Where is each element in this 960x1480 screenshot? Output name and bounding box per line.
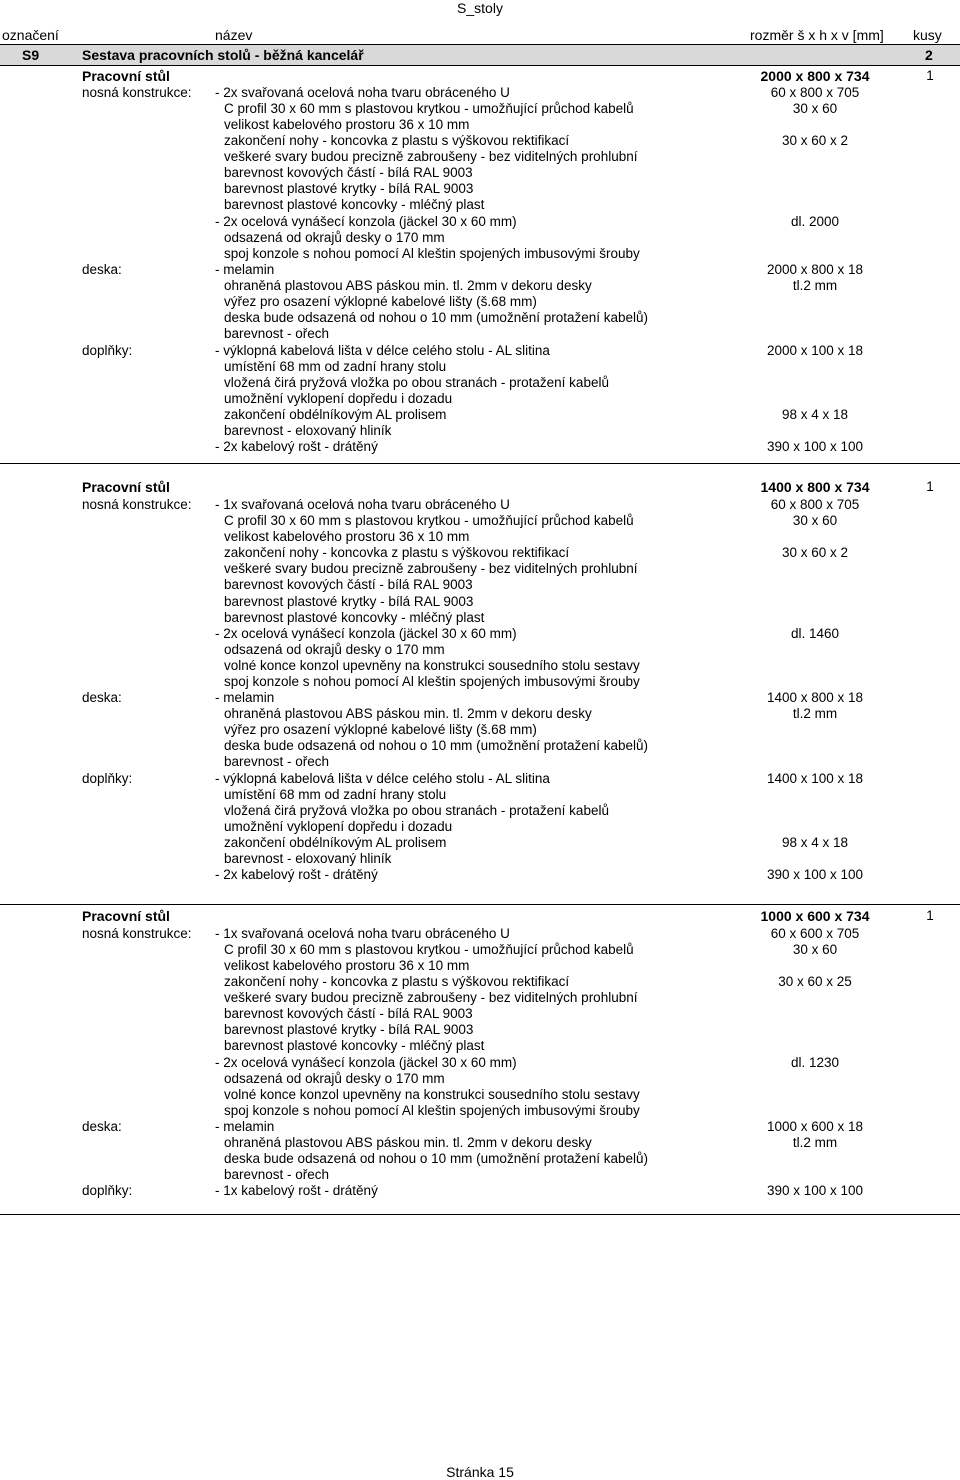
dimension-value: 98 x 4 x 18	[781, 407, 849, 422]
dimension-value: tl.2 mm	[792, 278, 838, 293]
section-label: doplňky:	[82, 771, 133, 786]
spec-text: výřez pro osazení výklopné kabelové lišty (š.68 mm)	[224, 722, 537, 737]
spec-text: barevnost kovových částí - bílá RAL 9003	[224, 165, 473, 180]
spec-text: barevnost - ořech	[224, 754, 330, 769]
spec-text: barevnost plastové koncovky - mléčný plast	[224, 197, 485, 212]
spec-text: C profil 30 x 60 mm s plastovou krytkou - umožňující průchod kabelů	[224, 942, 634, 957]
sheet-title: S_stoly	[457, 0, 503, 16]
dimension-value: dl. 1230	[790, 1055, 840, 1070]
section-label: nosná konstrukce:	[82, 926, 192, 941]
section-label: deska:	[82, 690, 122, 705]
spec-text: deska bude odsazená od nohou o 10 mm (umožnění protažení kabelů)	[224, 738, 649, 753]
spec-text: - 1x svařovaná ocelová noha tvaru obráceného U	[215, 926, 510, 941]
spec-text: spoj konzole s nohou pomocí Al kleštin spojených imbusovými šrouby	[224, 674, 640, 689]
spec-text: - výklopná kabelová lišta v délce celého stolu - AL slitina	[215, 771, 550, 786]
spec-text: deska bude odsazená od nohou o 10 mm (umožnění protažení kabelů)	[224, 310, 649, 325]
spec-text: velikost kabelového prostoru 36 x 10 mm	[224, 529, 470, 544]
spec-text: barevnost plastové krytky - bílá RAL 9003	[224, 1022, 474, 1037]
set-code: S9	[22, 47, 40, 63]
dimension-value: 30 x 60	[792, 942, 838, 957]
set-band	[0, 45, 960, 66]
dimension-value: 60 x 600 x 705	[770, 926, 860, 941]
spec-text: odsazená od okrajů desky o 170 mm	[224, 230, 445, 245]
spec-text: barevnost plastové koncovky - mléčný plast	[224, 1038, 485, 1053]
dimension-value: 390 x 100 x 100	[766, 439, 864, 454]
spec-text: ohraněná plastovou ABS páskou min. tl. 2mm v dekoru desky	[224, 706, 592, 721]
spec-text: - 2x kabelový rošt - drátěný	[215, 867, 378, 882]
dimension-value: tl.2 mm	[792, 1135, 838, 1150]
spec-text: ohraněná plastovou ABS páskou min. tl. 2mm v dekoru desky	[224, 278, 592, 293]
set-name: Sestava pracovních stolů - běžná kancelář	[82, 47, 364, 63]
dimension-value: 1000 x 600 x 18	[766, 1119, 864, 1134]
dimension-value: 30 x 60	[792, 513, 838, 528]
spec-text: barevnost plastové krytky - bílá RAL 9003	[224, 594, 474, 609]
spec-text: - 2x kabelový rošt - drátěný	[215, 439, 378, 454]
section-divider	[0, 463, 960, 464]
section-label: doplňky:	[82, 343, 133, 358]
spec-text: - melamin	[215, 1119, 275, 1134]
section-label: deska:	[82, 262, 122, 277]
spec-text: zakončení nohy - koncovka z plastu s výškovou rektifikací	[224, 545, 570, 560]
spec-text: vložená čirá pryžová vložka po obou stranách - protažení kabelů	[224, 375, 609, 390]
spec-text: veškeré svary budou precizně zabroušeny - bez viditelných prohlubní	[224, 149, 638, 164]
quantity-value: 1	[926, 908, 934, 923]
dimension-value: 1400 x 800 x 18	[766, 690, 864, 705]
dimension-value: 2000 x 800 x 18	[766, 262, 864, 277]
dimension-value: 30 x 60 x 2	[781, 545, 849, 560]
spec-text: barevnost - ořech	[224, 1167, 330, 1182]
spec-text: velikost kabelového prostoru 36 x 10 mm	[224, 117, 470, 132]
section-label: nosná konstrukce:	[82, 85, 192, 100]
spec-text: ohraněná plastovou ABS páskou min. tl. 2mm v dekoru desky	[224, 1135, 592, 1150]
dimension-value: 1400 x 800 x 734	[760, 479, 870, 495]
set-qty: 2	[925, 47, 933, 63]
section-label: nosná konstrukce:	[82, 497, 192, 512]
dimension-value: 2000 x 800 x 734	[760, 68, 870, 84]
dimension-value: 1000 x 600 x 734	[760, 908, 870, 924]
dimension-value: 1400 x 100 x 18	[766, 771, 864, 786]
spec-text: velikost kabelového prostoru 36 x 10 mm	[224, 958, 470, 973]
spec-text: C profil 30 x 60 mm s plastovou krytkou - umožňující průchod kabelů	[224, 513, 634, 528]
spec-text: odsazená od okrajů desky o 170 mm	[224, 1071, 445, 1086]
dimension-value: 390 x 100 x 100	[766, 1183, 864, 1198]
spec-text: veškeré svary budou precizně zabroušeny - bez viditelných prohlubní	[224, 990, 638, 1005]
quantity-value: 1	[926, 479, 934, 494]
spec-text: - melamin	[215, 690, 275, 705]
spec-text: - 2x ocelová vynášecí konzola (jäckel 30 x 60 mm)	[215, 214, 517, 229]
item-title: Pracovní stůl	[82, 479, 170, 495]
spec-text: umístění 68 mm od zadní hrany stolu	[224, 359, 447, 374]
section-divider	[0, 904, 960, 905]
dimension-value: 30 x 60 x 25	[778, 974, 852, 989]
spec-text: zakončení nohy - koncovka z plastu s výškovou rektifikací	[224, 974, 570, 989]
dimension-value: 30 x 60 x 2	[781, 133, 849, 148]
dimension-value: 60 x 800 x 705	[770, 497, 860, 512]
spec-text: barevnost kovových částí - bílá RAL 9003	[224, 577, 473, 592]
dimension-value: dl. 2000	[790, 214, 840, 229]
spec-text: výřez pro osazení výklopné kabelové lišty (š.68 mm)	[224, 294, 537, 309]
spec-text: - 2x svařovaná ocelová noha tvaru obráceného U	[215, 85, 510, 100]
item-title: Pracovní stůl	[82, 68, 170, 84]
spec-text: vložená čirá pryžová vložka po obou stranách - protažení kabelů	[224, 803, 609, 818]
dimension-value: 60 x 800 x 705	[770, 85, 860, 100]
spec-text: - 1x svařovaná ocelová noha tvaru obráceného U	[215, 497, 510, 512]
spec-text: barevnost - eloxovaný hliník	[224, 851, 392, 866]
spec-text: zakončení obdélníkovým AL prolisem	[224, 407, 447, 422]
spec-text: zakončení obdélníkovým AL prolisem	[224, 835, 447, 850]
item-title: Pracovní stůl	[82, 908, 170, 924]
dimension-value: 30 x 60	[792, 101, 838, 116]
quantity-value: 1	[926, 68, 934, 83]
dimension-value: 390 x 100 x 100	[766, 867, 864, 882]
spec-text: spoj konzole s nohou pomocí Al kleštin spojených imbusovými šrouby	[224, 246, 640, 261]
spec-text: veškeré svary budou precizně zabroušeny - bez viditelných prohlubní	[224, 561, 638, 576]
spec-text: - 1x kabelový rošt - drátěný	[215, 1183, 378, 1198]
section-label: doplňky:	[82, 1183, 133, 1198]
spec-text: spoj konzole s nohou pomocí Al kleštin spojených imbusovými šrouby	[224, 1103, 640, 1118]
spec-text: barevnost plastové koncovky - mléčný plast	[224, 610, 485, 625]
header-size: rozměr š x h x v [mm]	[750, 27, 884, 43]
page-footer: Stránka 15	[446, 1464, 514, 1480]
header-qty: kusy	[913, 27, 942, 43]
spec-text: odsazená od okrajů desky o 170 mm	[224, 642, 445, 657]
spec-text: volné konce konzol upevněny na konstrukci sousedního stolu sestavy	[224, 1087, 640, 1102]
dimension-value: dl. 1460	[790, 626, 840, 641]
spec-text: umožnění vyklopení dopředu i dozadu	[224, 391, 453, 406]
section-divider	[0, 1214, 960, 1215]
spec-text: barevnost - eloxovaný hliník	[224, 423, 392, 438]
header-name: název	[215, 27, 253, 43]
spec-text: - výklopná kabelová lišta v délce celého stolu - AL slitina	[215, 343, 550, 358]
spec-text: umožnění vyklopení dopředu i dozadu	[224, 819, 453, 834]
dimension-value: tl.2 mm	[792, 706, 838, 721]
spec-text: barevnost plastové krytky - bílá RAL 9003	[224, 181, 474, 196]
dimension-value: 98 x 4 x 18	[781, 835, 849, 850]
spec-text: - melamin	[215, 262, 275, 277]
spec-text: C profil 30 x 60 mm s plastovou krytkou - umožňující průchod kabelů	[224, 101, 634, 116]
spec-text: barevnost - ořech	[224, 326, 330, 341]
spec-text: deska bude odsazená od nohou o 10 mm (umožnění protažení kabelů)	[224, 1151, 649, 1166]
dimension-value: 2000 x 100 x 18	[766, 343, 864, 358]
spec-text: volné konce konzol upevněny na konstrukci sousedního stolu sestavy	[224, 658, 640, 673]
spec-text: zakončení nohy - koncovka z plastu s výškovou rektifikací	[224, 133, 570, 148]
header-code: označení	[2, 27, 59, 43]
spec-text: - 2x ocelová vynášecí konzola (jäckel 30 x 60 mm)	[215, 626, 517, 641]
spec-text: - 2x ocelová vynášecí konzola (jäckel 30 x 60 mm)	[215, 1055, 517, 1070]
section-label: deska:	[82, 1119, 122, 1134]
spec-text: barevnost kovových částí - bílá RAL 9003	[224, 1006, 473, 1021]
spec-text: umístění 68 mm od zadní hrany stolu	[224, 787, 447, 802]
